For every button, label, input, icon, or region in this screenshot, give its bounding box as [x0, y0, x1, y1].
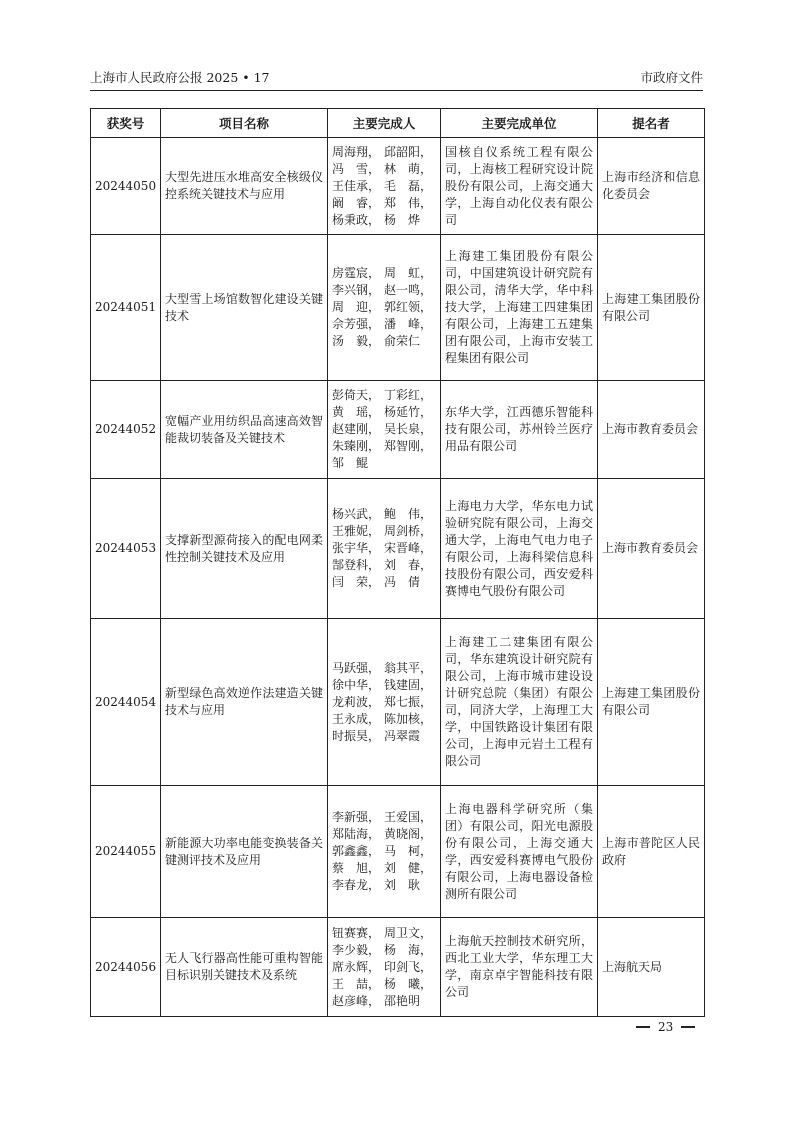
page-number: 23 — [658, 1020, 674, 1034]
contributor-name: 吴长泉， — [384, 422, 433, 436]
award-number: 20244050 — [91, 138, 161, 235]
table-row — [91, 479, 705, 619]
contributor-name: 刘 健， — [384, 861, 433, 875]
nominator: 上海建工集团股份有限公司 — [598, 619, 705, 786]
contributor-name: 闫 荣， — [332, 575, 381, 589]
contributor-name: 杨兴武， — [332, 507, 381, 521]
contributor-name: 黄 瑶， — [332, 405, 381, 419]
main-contributors — [328, 381, 441, 479]
contributor-name: 林 萌， — [384, 161, 433, 176]
nominator: 上海市经济和信息化委员会 — [598, 138, 705, 235]
award-number: 20244055 — [91, 786, 161, 918]
table-row — [91, 619, 705, 786]
footer-dash-right — [681, 1026, 695, 1028]
main-units: 上海建工集团股份有限公司，中国建筑设计研究院有限公司，清华大学，华中科技大学，上海建工四建集团有限公司，上海建工五建集团有限公司，上海市安装工程集团有限公司 — [441, 235, 598, 381]
table-row — [91, 138, 705, 235]
project-name: 新型绿色高效逆作法建造关键技术与应用 — [161, 619, 328, 786]
contributor-name: 周卫文， — [384, 925, 433, 940]
contributor-name: 佘芳强， — [332, 317, 381, 331]
table-row — [91, 381, 705, 479]
contributor-name: 赵彦峰， — [332, 993, 381, 1008]
contributor-name: 周海翔， — [332, 144, 381, 159]
footer-dash-left — [636, 1026, 650, 1028]
contributor-name: 宋晋峰， — [384, 541, 433, 555]
main-units: 东华大学，江西德乐智能科技有限公司，苏州铃兰医疗用品有限公司 — [441, 381, 598, 479]
project-name: 支撑新型源荷接入的配电网柔性控制关键技术及应用 — [161, 479, 328, 619]
contributor-name: 张宇华， — [332, 541, 381, 555]
contributor-name: 房霆宸， — [332, 266, 381, 280]
main-units: 上海电力大学，华东电力试验研究院有限公司，上海交通大学，上海电气电力电子有限公司，上海科梁信息科技股份有限公司，西安爱科赛博电气股份有限公司 — [441, 479, 598, 619]
main-units: 上海建工二建集团有限公司，华东建筑设计研究院有限公司，上海市城市建设设计研究总院（集团）有限公司，同济大学，上海理工大学，中国铁路设计集团有限公司，上海申元岩土工程有限公司 — [441, 619, 598, 786]
contributor-list — [332, 660, 436, 745]
header-publication: 上海市人民政府公报 2025 • 17 — [90, 70, 270, 85]
main-units: 国核自仪系统工程有限公司，上海核工程研究设计院股份有限公司，上海交通大学，上海自动化仪表有限公司 — [441, 138, 598, 235]
contributor-name: 周 虹， — [384, 266, 433, 280]
award-number: 20244053 — [91, 479, 161, 619]
award-number: 20244056 — [91, 918, 161, 1017]
table-header-row — [91, 109, 705, 138]
project-name: 无人飞行器高性能可重构智能目标识别关键技术及系统 — [161, 918, 328, 1017]
contributor-name: 毛 磊， — [384, 178, 433, 193]
table-row — [91, 235, 705, 381]
contributor-name: 邹 鲲 — [332, 456, 369, 470]
contributor-name: 王爱国， — [384, 810, 433, 824]
contributor-name: 赵一鸣， — [384, 283, 433, 297]
contributor-name: 杨 烨 — [384, 212, 421, 227]
project-name: 宽幅产业用纺织品高速高效智能裁切装备及关键技术 — [161, 381, 328, 479]
contributor-list — [332, 809, 436, 894]
contributor-name: 钮赛赛， — [332, 925, 381, 940]
project-name: 新能源大功率电能变换装备关键测评技术及应用 — [161, 786, 328, 918]
contributor-name: 冯 雪， — [332, 161, 381, 176]
contributor-name: 钱建固， — [384, 677, 433, 692]
contributor-name: 黄晓阁， — [384, 827, 433, 841]
contributor-name: 郑 伟， — [384, 195, 433, 210]
contributor-name: 杨延竹， — [384, 405, 433, 419]
contributor-name: 王雅妮， — [332, 524, 381, 538]
contributor-name: 杨 海， — [384, 942, 433, 957]
contributor-name: 赵建刚， — [332, 422, 381, 436]
contributor-name: 郭鑫鑫， — [332, 844, 381, 858]
contributor-name: 马跃强， — [332, 660, 381, 675]
contributor-name: 李新强， — [332, 810, 381, 824]
project-name: 大型雪上场馆数智化建设关键技术 — [161, 235, 328, 381]
header-section: 市政府文件 — [640, 70, 703, 85]
col-header-award-no: 获奖号 — [91, 109, 161, 138]
contributor-name: 鲍 伟， — [384, 507, 433, 521]
nominator: 上海建工集团股份有限公司 — [598, 235, 705, 381]
contributor-name: 冯 倩 — [384, 575, 421, 589]
contributor-name: 刘 春， — [384, 558, 433, 572]
contributor-name: 郜登科， — [332, 558, 381, 572]
contributor-name: 杨秉政， — [332, 212, 381, 227]
contributor-name: 龙莉波， — [332, 694, 381, 709]
award-number: 20244054 — [91, 619, 161, 786]
header-divider — [90, 90, 703, 91]
main-contributors — [328, 138, 441, 235]
contributor-name: 陈加核， — [384, 711, 433, 726]
contributor-name: 周剑桥， — [384, 524, 433, 538]
nominator: 上海市教育委员会 — [598, 381, 705, 479]
contributor-name: 王永成， — [332, 711, 381, 726]
contributor-name: 邵艳明 — [384, 993, 421, 1008]
nominator: 上海市普陀区人民政府 — [598, 786, 705, 918]
contributor-name: 马 柯， — [384, 844, 433, 858]
contributor-list — [332, 265, 436, 350]
contributor-name: 李少毅， — [332, 942, 381, 957]
main-units: 上海航天控制技术研究所，西北工业大学，华东理工大学，南京卓宇智能科技有限公司 — [441, 918, 598, 1017]
award-number: 20244052 — [91, 381, 161, 479]
page-footer — [628, 1020, 703, 1034]
contributor-name: 李春龙， — [332, 878, 381, 892]
main-contributors — [328, 918, 441, 1017]
contributor-name: 翁其平， — [384, 660, 433, 675]
contributor-list — [332, 506, 436, 591]
nominator: 上海航天局 — [598, 918, 705, 1017]
contributor-name: 杨 曦， — [384, 976, 433, 991]
main-contributors — [328, 619, 441, 786]
contributor-name: 徐中华， — [332, 677, 381, 692]
main-contributors — [328, 235, 441, 381]
contributor-name: 王佳承， — [332, 178, 381, 193]
contributor-name: 俞荣仁 — [384, 334, 421, 348]
col-header-project-name: 项目名称 — [161, 109, 328, 138]
nominator: 上海市教育委员会 — [598, 479, 705, 619]
contributor-name: 刘 耿 — [384, 878, 421, 892]
contributor-name: 汤 毅， — [332, 334, 381, 348]
main-units: 上海电器科学研究所（集团）有限公司，阳光电源股份有限公司，上海交通大学，西安爱科赛博电气股份有限公司，上海电器设备检测所有限公司 — [441, 786, 598, 918]
contributor-name: 郑七振， — [384, 694, 433, 709]
contributor-name: 周 迎， — [332, 300, 381, 314]
table-row — [91, 918, 705, 1017]
main-contributors — [328, 479, 441, 619]
contributor-name: 郭红领， — [384, 300, 433, 314]
contributor-name: 席永辉， — [332, 959, 381, 974]
main-contributors — [328, 786, 441, 918]
project-name: 大型先进压水堆高安全核级仪控系统关键技术与应用 — [161, 138, 328, 235]
contributor-list — [332, 144, 436, 229]
col-header-main-contributors: 主要完成人 — [328, 109, 441, 138]
contributor-name: 印剑飞， — [384, 959, 433, 974]
contributor-name: 李兴钢， — [332, 283, 381, 297]
contributor-name: 时振昊， — [332, 728, 381, 743]
table-row — [91, 786, 705, 918]
contributor-name: 邱韶阳， — [384, 144, 433, 159]
col-header-nominator: 提名者 — [598, 109, 705, 138]
contributor-list — [332, 925, 436, 1010]
col-header-main-units: 主要完成单位 — [441, 109, 598, 138]
contributor-name: 郑智刚， — [384, 439, 433, 453]
contributor-name: 朱臻刚， — [332, 439, 381, 453]
contributor-name: 阚 睿， — [332, 195, 381, 210]
contributor-name: 潘 峰， — [384, 317, 433, 331]
table-body — [91, 138, 705, 1017]
contributor-name: 蔡 旭， — [332, 861, 381, 875]
contributor-name: 冯翠霞 — [384, 728, 421, 743]
award-number: 20244051 — [91, 235, 161, 381]
contributor-name: 彭倚天， — [332, 388, 381, 402]
contributor-list — [332, 387, 436, 472]
contributor-name: 郑陆海， — [332, 827, 381, 841]
contributor-name: 王 喆， — [332, 976, 381, 991]
awards-table — [90, 108, 705, 1017]
contributor-name: 丁彩红， — [384, 388, 433, 402]
